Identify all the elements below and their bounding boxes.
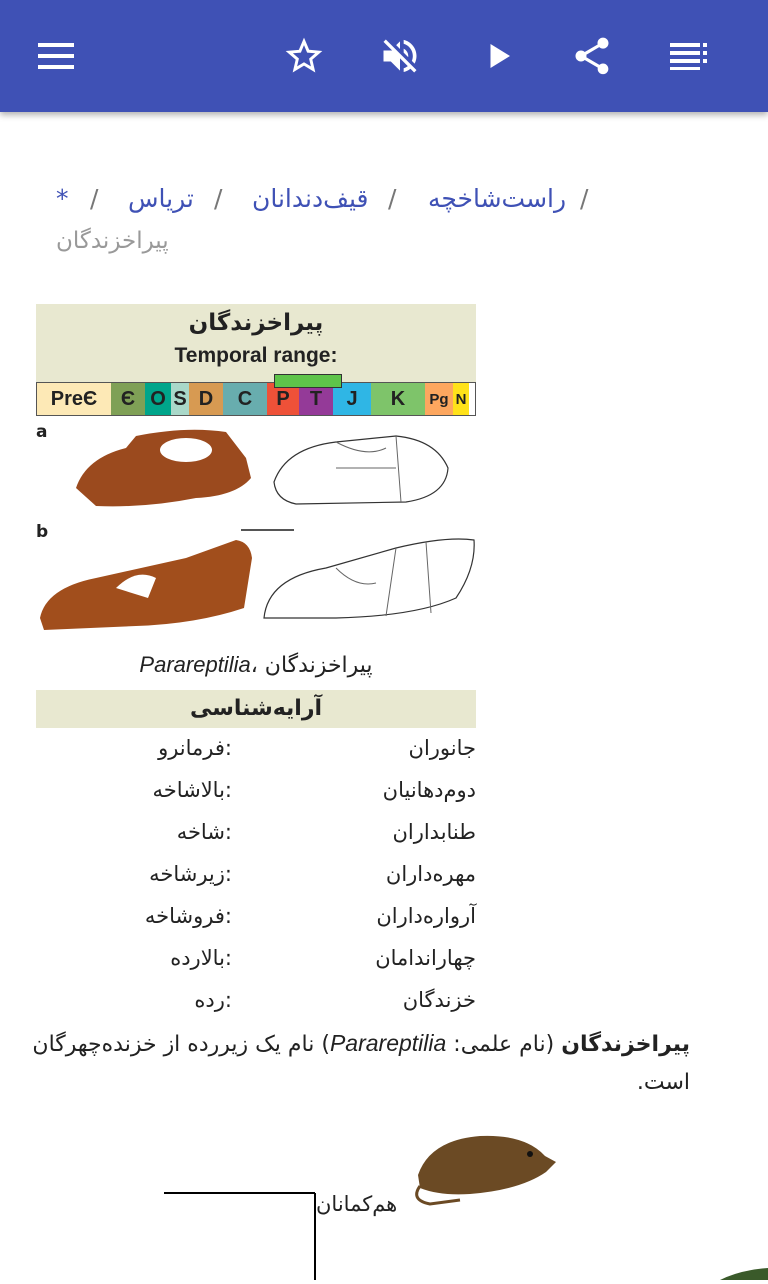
breadcrumb-separator: / <box>388 184 397 213</box>
breadcrumb-current: پیراخزندگان <box>56 228 169 254</box>
temporal-range-label: Temporal range: <box>174 344 338 367</box>
taxonomy-row <box>36 736 476 778</box>
period-C[interactable]: C <box>223 383 267 415</box>
cladogram <box>0 1120 768 1280</box>
rodent-illustration <box>417 1136 556 1204</box>
taxonomy-rank: رده: <box>194 988 232 1012</box>
taxonomy-rank: بالاشاخه: <box>152 778 232 802</box>
period-Pg[interactable]: Pg <box>425 383 453 415</box>
taxonomy-value[interactable]: مهره‌داران <box>385 862 476 886</box>
taxonomy-rank: زیرشاخه: <box>149 862 232 886</box>
skull-illustration <box>36 418 476 668</box>
geologic-timeline[interactable] <box>36 382 476 416</box>
mute-icon[interactable] <box>370 26 430 86</box>
taxonomy-value[interactable]: خزندگان <box>402 988 476 1012</box>
breadcrumb-separator: / <box>90 184 99 213</box>
skull-figure <box>36 418 476 668</box>
period-O[interactable]: O <box>145 383 171 415</box>
period-K[interactable]: K <box>371 383 425 415</box>
menu-icon[interactable] <box>26 26 86 86</box>
article-text: ) نام یک زیررده از خزنده‌چهرگان است. <box>32 1032 690 1095</box>
caption-scientific-name: Parareptilia <box>139 652 251 677</box>
taxonomy-rank: فروشاخه: <box>144 904 232 928</box>
taxonomy-row <box>36 946 476 988</box>
article-term: پیراخزندگان <box>561 1032 690 1057</box>
caption-common-name: ، پیراخزندگان <box>250 653 373 678</box>
breadcrumb-link[interactable]: * <box>56 184 69 213</box>
taxonomy-row <box>36 778 476 820</box>
period-PreЄ[interactable]: PreЄ <box>37 383 111 415</box>
infobox-header <box>36 304 476 382</box>
taxonomy-row <box>36 904 476 946</box>
breadcrumb-separator: / <box>580 184 589 213</box>
article-text: (نام علمی: <box>446 1032 562 1057</box>
article-intro <box>30 1024 690 1102</box>
play-icon[interactable] <box>468 26 528 86</box>
star-icon[interactable] <box>274 26 334 86</box>
taxonomy-value[interactable]: آرواره‌داران <box>376 904 476 928</box>
infobox-title: پیراخزندگان <box>188 310 324 336</box>
taxonomy-value[interactable]: طنابداران <box>392 820 476 844</box>
period-S[interactable]: S <box>171 383 189 415</box>
taxonomy-rank: شاخه: <box>176 820 232 844</box>
period-T[interactable]: T <box>299 383 333 415</box>
taxonomy-header: آرایه‌شناسی <box>36 690 476 728</box>
taxonomy-value[interactable]: جانوران <box>408 736 476 760</box>
breadcrumb-link[interactable]: ترياس <box>128 184 194 213</box>
breadcrumb-separator: / <box>214 184 223 213</box>
article-scientific-name: Parareptilia <box>329 1030 447 1056</box>
taxonomy-value[interactable]: دوم‌دهانیان <box>382 778 476 802</box>
taxonomy-value[interactable]: چهاراندامان <box>375 946 476 970</box>
breadcrumb-link[interactable]: قیف‌دندانان <box>252 184 369 213</box>
share-icon[interactable] <box>562 26 622 86</box>
taxonomy-rank: فرمانرو: <box>158 736 232 760</box>
period-N[interactable]: N <box>453 383 469 415</box>
figure-label: a <box>36 422 48 442</box>
list-icon[interactable] <box>658 26 718 86</box>
figure-label: b <box>36 522 49 542</box>
app-toolbar <box>0 0 768 112</box>
breadcrumb-link[interactable]: راست‌شاخچه <box>428 184 567 213</box>
period-Є[interactable]: Є <box>111 383 145 415</box>
period-D[interactable]: D <box>189 383 223 415</box>
taxonomy-rank: بالارده: <box>170 946 232 970</box>
breadcrumb <box>0 168 768 278</box>
temporal-range-bar <box>274 374 342 388</box>
cladogram-label[interactable]: هم‌کمانان <box>316 1192 398 1216</box>
infobox-caption <box>36 652 476 678</box>
period-J[interactable]: J <box>333 383 371 415</box>
taxonomy-row <box>36 820 476 862</box>
taxonomy-row <box>36 862 476 904</box>
infobox <box>36 304 476 668</box>
period-P[interactable]: P <box>267 383 299 415</box>
